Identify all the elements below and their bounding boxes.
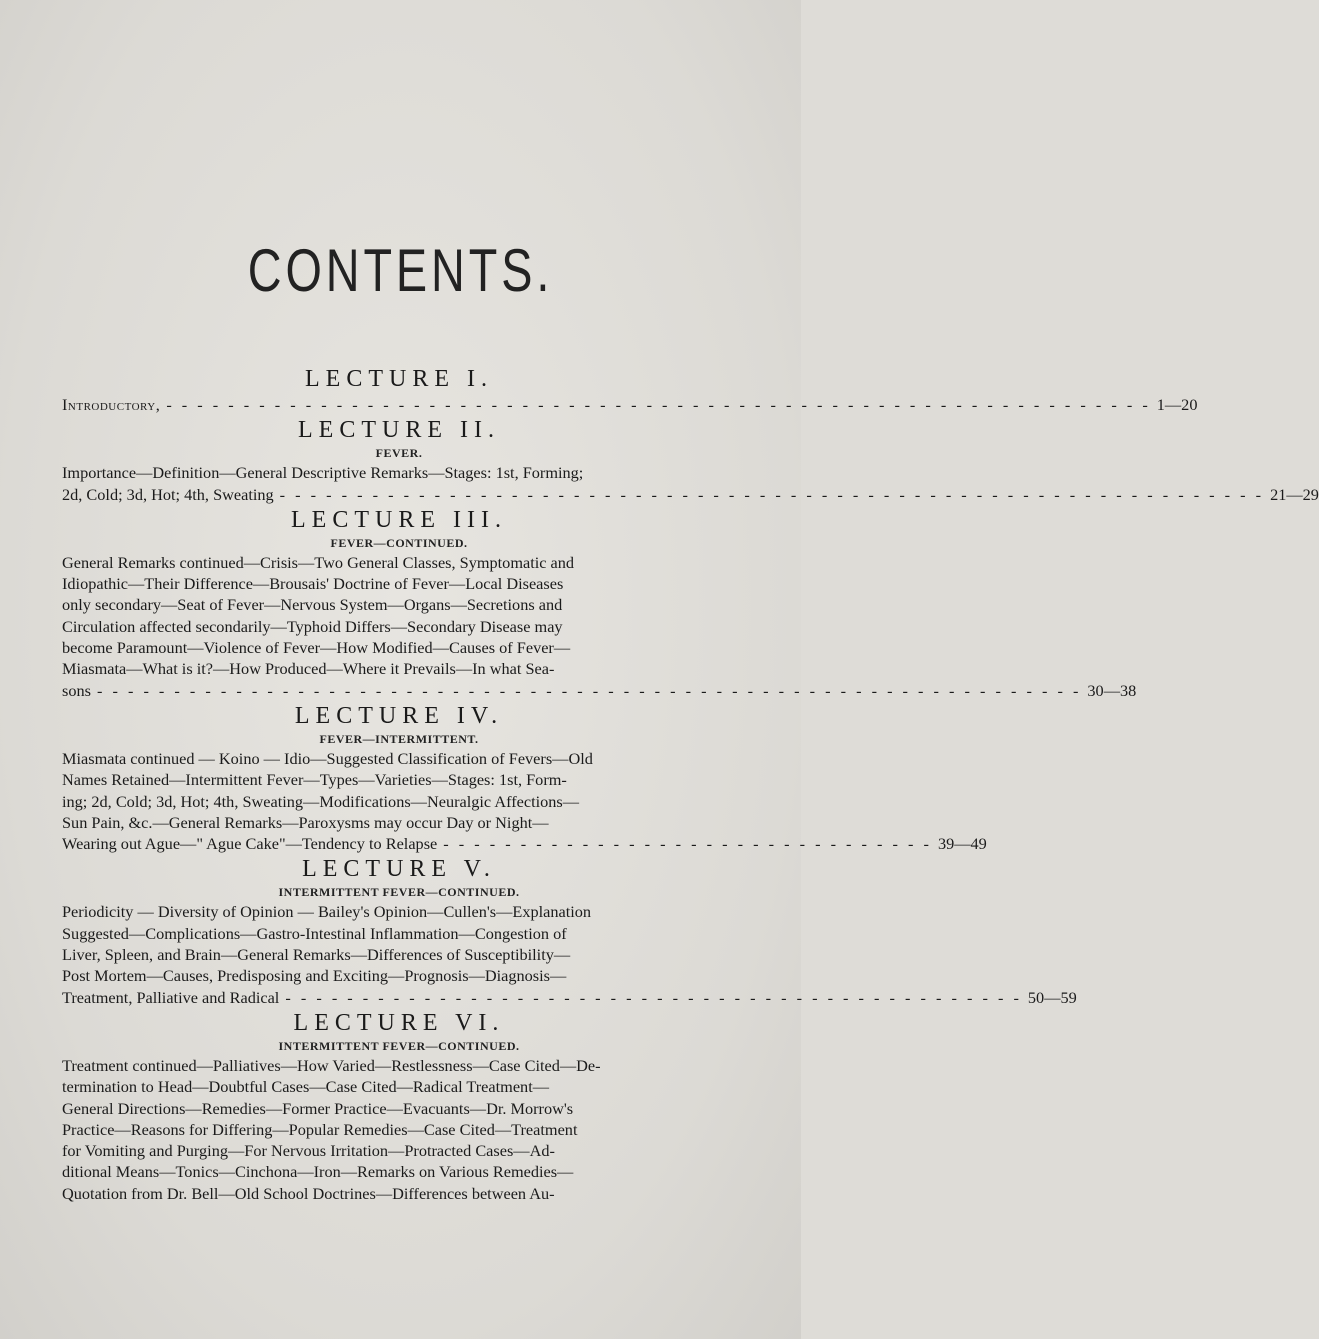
lecture-section: [62, 1008, 736, 1204]
contents-entry-line: Miasmata—What is it?—How Produced—Where it Prevails—In what Sea-: [62, 659, 555, 679]
lecture-subheading: FEVER—CONTINUED.: [330, 535, 468, 550]
contents-entry-line: for Vomiting and Purging—For Nervous Irritation—Protracted Cases—Ad-: [62, 1141, 555, 1161]
contents-entry-line: Post Mortem—Causes, Predisposing and Exciting—Prognosis—Diagnosis—: [62, 966, 567, 986]
page-range: 21—29: [1270, 484, 1319, 504]
contents-entry-line: Names Retained—Intermittent Fever—Types—Varieties—Stages: 1st, Form-: [62, 770, 567, 790]
page-range: 1—20: [1156, 395, 1198, 414]
lecture-subheading: FEVER—INTERMITTENT.: [319, 731, 479, 746]
lecture-section: [62, 364, 1198, 415]
contents-entry-line: ing; 2d, Cold; 3d, Hot; 4th, Sweating—Modifications—Neuralgic Affections—: [62, 791, 580, 811]
lecture-subheading: INTERMITTENT FEVER—CONTINUED.: [278, 885, 520, 900]
contents-entry-line: [62, 394, 1198, 415]
contents-entry-line: [62, 987, 1077, 1008]
dot-leader: - - - - - - - - - - - - - - - - - - - - - - - - - - - - - - - -: [443, 834, 932, 854]
contents-entry-line: Quotation from Dr. Bell—Old School Doctrines—Differences between Au-: [62, 1183, 555, 1203]
dot-leader: - - - - - - - - - - - - - - - - - - - - - - - - - - - - - - - - - - - - - - - - - - - - - - - - - - - - - - - - - - - - - - - -: [96, 680, 1082, 700]
contents-entry-line: General Remarks continued—Crisis—Two General Classes, Symptomatic and: [62, 552, 575, 572]
contents-entry-line: Periodicity — Diversity of Opinion — Bailey's Opinion—Cullen's—Explanation: [62, 902, 592, 922]
page-range: 50—59: [1027, 987, 1077, 1007]
contents-entry-line: Miasmata continued — Koino — Idio—Suggested Classification of Fevers—Old: [62, 748, 593, 768]
lecture-heading: LECTURE II.: [298, 417, 500, 444]
lecture-heading: LECTURE III.: [291, 506, 507, 533]
lecture-heading: LECTURE V.: [302, 856, 496, 883]
lecture-section: [62, 854, 1077, 1007]
contents-list: [62, 364, 1319, 1204]
page-range: 39—49: [937, 834, 987, 854]
lecture-subheading: INTERMITTENT FEVER—CONTINUED.: [278, 1038, 520, 1053]
entry-text: Introductory,: [62, 395, 161, 414]
entry-text: 2d, Cold; 3d, Hot; 4th, Sweating: [62, 484, 274, 504]
lecture-subheading: FEVER.: [375, 446, 423, 461]
contents-entry-line: ditional Means—Tonics—Cinchona—Iron—Remarks on Various Remedies—: [62, 1162, 574, 1182]
contents-entry-line: General Directions—Remedies—Former Practice—Evacuants—Dr. Morrow's: [62, 1098, 574, 1118]
contents-entry-line: Importance—Definition—General Descriptive Remarks—Stages: 1st, Forming;: [62, 463, 584, 483]
lecture-section: [62, 415, 1319, 505]
contents-entry-line: termination to Head—Doubtful Cases—Case Cited—Radical Treatment—: [62, 1077, 549, 1097]
dot-leader: - - - - - - - - - - - - - - - - - - - - - - - - - - - - - - - - - - - - - - - - - - - - - - - -: [285, 987, 1022, 1007]
page-title: CONTENTS.: [247, 237, 554, 304]
lecture-heading: LECTURE VI.: [293, 1009, 505, 1036]
contents-entry-line: Sun Pain, &c.—General Remarks—Paroxysms may occur Day or Night—: [62, 812, 549, 832]
lecture-heading: LECTURE IV.: [294, 702, 504, 729]
contents-entry-line: [62, 680, 1137, 701]
dot-leader: - - - - - - - - - - - - - - - - - - - - - - - - - - - - - - - - - - - - - - - - - - - - - - - - - - - - - - - - - - - - - - - -: [166, 395, 1151, 414]
lecture-heading: LECTURE I.: [305, 366, 493, 392]
contents-entry-line: [62, 833, 987, 854]
contents-entry-line: Idiopathic—Their Difference—Brousais' Doctrine of Fever—Local Diseases: [62, 574, 564, 594]
contents-entry-line: only secondary—Seat of Fever—Nervous System—Organs—Secretions and: [62, 595, 563, 615]
contents-entry-line: Treatment continued—Palliatives—How Varied—Restlessness—Case Cited—De-: [62, 1055, 601, 1075]
contents-entry-line: become Paramount—Violence of Fever—How Modified—Causes of Fever—: [62, 638, 571, 658]
page-range: 30—38: [1087, 680, 1137, 700]
dot-leader: - - - - - - - - - - - - - - - - - - - - - - - - - - - - - - - - - - - - - - - - - - - - - - - - - - - - - - - - - - - - - - - -: [279, 484, 1265, 504]
entry-text: Wearing out Ague—" Ague Cake"—Tendency to Relapse: [62, 834, 438, 854]
contents-entry-line: Practice—Reasons for Differing—Popular Remedies—Case Cited—Treatment: [62, 1119, 578, 1139]
contents-entry-line: Suggested—Complications—Gastro-Intestinal Inflammation—Congestion of: [62, 923, 567, 943]
contents-entry-line: Circulation affected secondarily—Typhoid Differs—Secondary Disease may: [62, 616, 563, 636]
entry-text: sons: [62, 680, 91, 700]
contents-entry-line: [62, 484, 1319, 505]
entry-text: Treatment, Palliative and Radical: [62, 987, 280, 1007]
lecture-section: [62, 505, 1137, 701]
lecture-section: [62, 701, 987, 854]
contents-entry-line: Liver, Spleen, and Brain—General Remarks—Differences of Susceptibility—: [62, 945, 571, 965]
